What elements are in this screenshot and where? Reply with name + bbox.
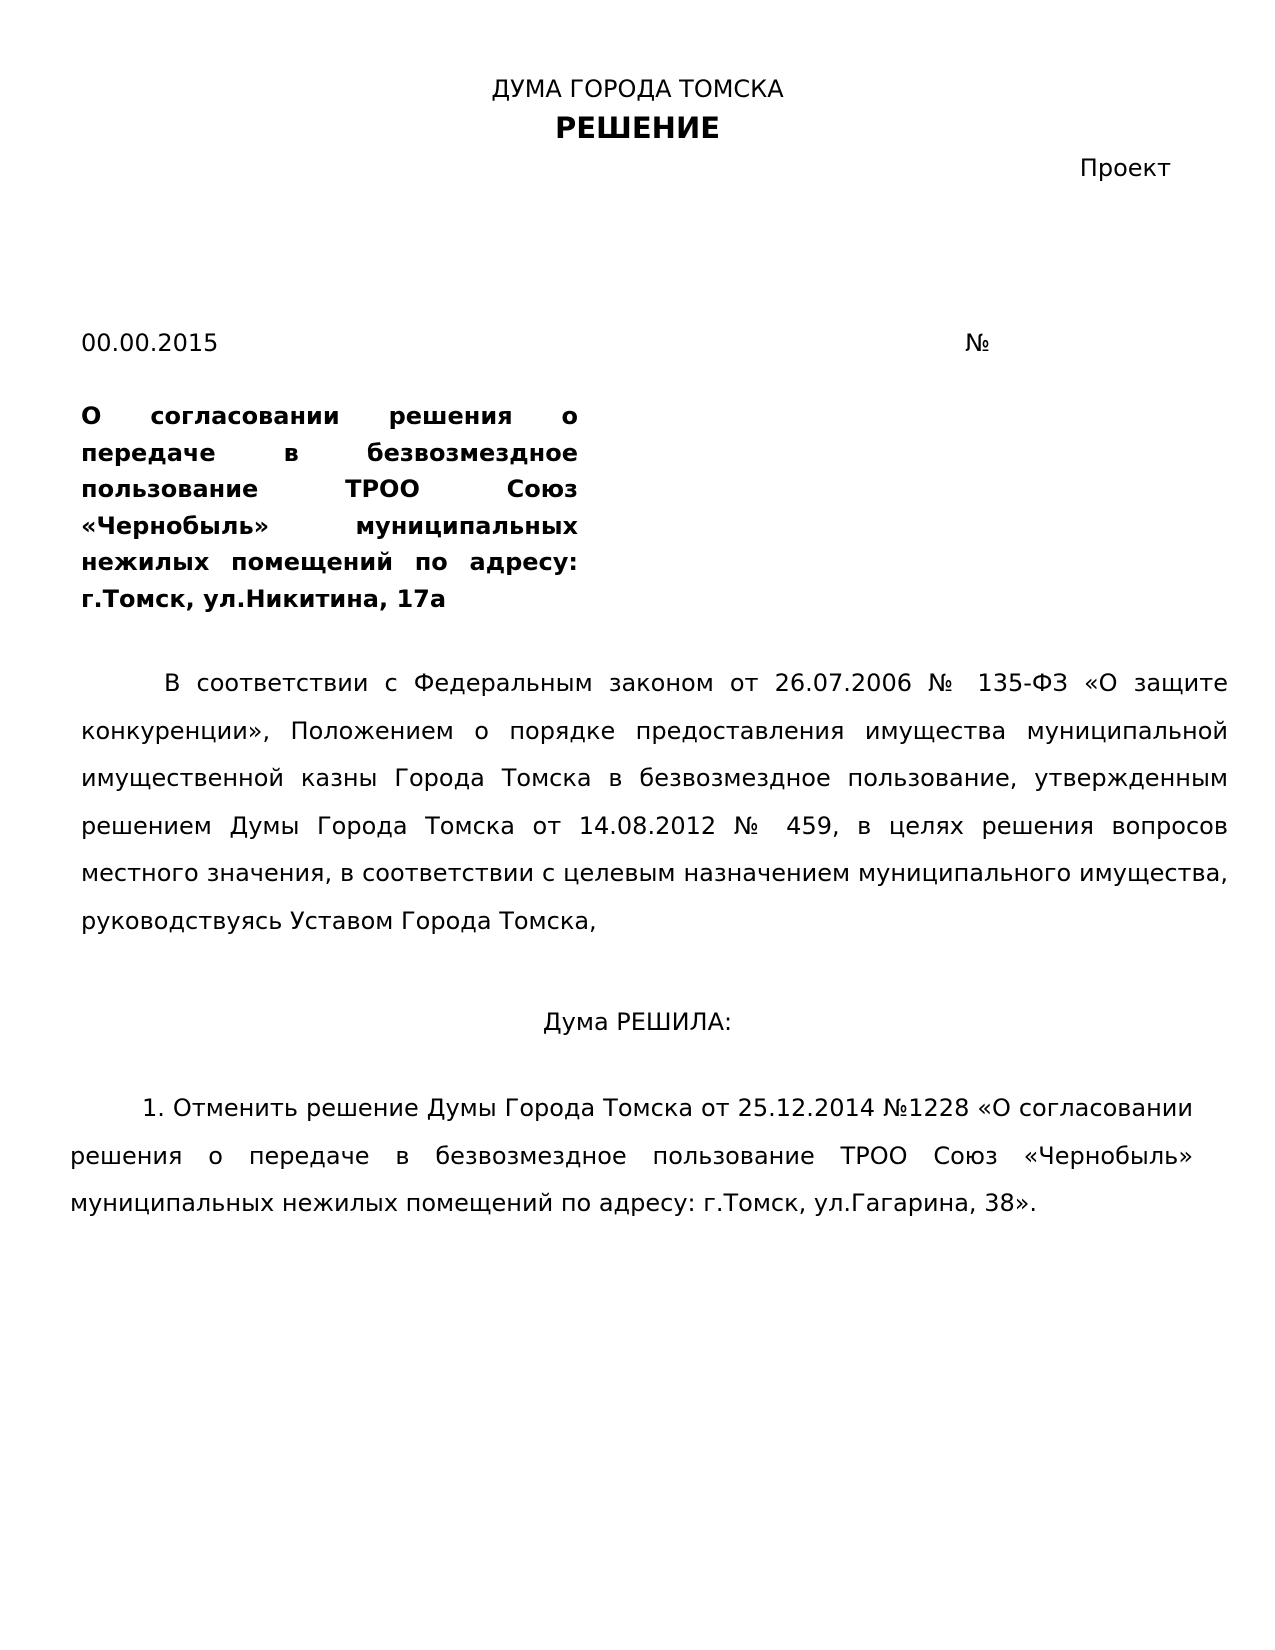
preamble-paragraph: В соответствии с Федеральным законом от 26.07.2006 № 135-ФЗ «О защите конкуренции», Положением о порядке предоставления имущества муниципальной имущественной казны Города Томска в безвозмездное пользование, утвержденным решением Думы Города Томска от 14.08.2012 № 459, в целях решения вопросов местного значения, в соответствии с целевым назначением муниципального имущества, руководствуясь Уставом Города Томска, bbox=[81, 669, 1228, 935]
resolved-label: Дума РЕШИЛА: bbox=[542, 1008, 733, 1036]
resolution-item: 1. Отменить решение Думы Города Томска от 25.12.2014 №1228 «О согласовании решения о передаче в безвозмездное пользование ТРОО Союз «Чернобыль» муниципальных нежилых помещений по адресу: г.Томск, ул.Гагарина, 38». bbox=[70, 1094, 1193, 1217]
document-number-label: № bbox=[965, 329, 990, 357]
document-date: 00.00.2015 bbox=[81, 329, 219, 357]
document-subject: О согласовании решения о передаче в безвозмездное пользование ТРОО Союз «Чернобыль» муниципальных нежилых помещений по адресу: г.Томск, ул.Никитина, 17а bbox=[81, 402, 578, 613]
organization-title: ДУМА ГОРОДА ТОМСКА bbox=[491, 75, 784, 103]
document-type-heading: РЕШЕНИЕ bbox=[554, 111, 721, 145]
draft-status-label: Проект bbox=[1079, 154, 1171, 182]
